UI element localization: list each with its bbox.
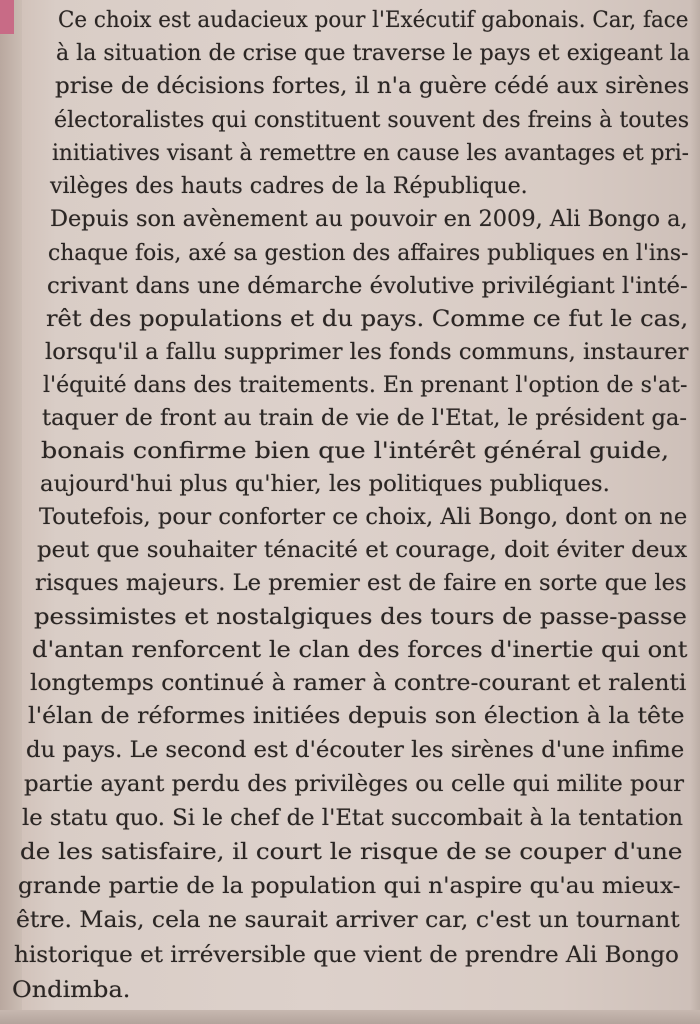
text-line: rêt des populations et du pays. Comme ce fut le cas, (46, 307, 689, 332)
text-line: lorsqu'il a fallu supprimer les fonds communs, instaurer (45, 340, 689, 365)
text-line: grande partie de la population qui n'aspire qu'au mieux- (18, 874, 681, 899)
text-line: initiatives visant à remettre en cause les avantages et pri- (52, 141, 689, 166)
text-line: l'élan de réformes initiées depuis son élection à la tête (28, 704, 685, 729)
text-line: taquer de front au train de vie de l'Etat, le président ga- (42, 406, 688, 431)
text-line: du pays. Le second est d'écouter les sirènes d'une infime (26, 738, 685, 763)
text-line: chaque fois, axé sa gestion des affaires publiques en l'ins- (48, 241, 689, 266)
text-line: Depuis son avènement au pouvoir en 2009, Ali Bongo a, (50, 207, 688, 232)
text-line: le statu quo. Si le chef de l'Etat succombait à la tentation (22, 806, 684, 831)
text-line: bonais confirme bien que l'intérêt général guide, (41, 439, 670, 464)
text-line: Ondimba. (12, 978, 131, 1003)
text-line: vilèges des hauts cadres de la République. (50, 174, 528, 199)
text-line: prise de décisions fortes, il n'a guère cédé aux sirènes (55, 74, 690, 99)
text-line: crivant dans une démarche évolutive privilégiant l'inté- (47, 274, 688, 299)
text-line: Ce choix est audacieux pour l'Exécutif gabonais. Car, face (58, 8, 689, 33)
text-line: risques majeurs. Le premier est de faire en sorte que les (35, 571, 687, 596)
text-line: à la situation de crise que traverse le pays et exigeant la (56, 41, 690, 66)
text-line: pessimistes et nostalgiques des tours de passe-passe (34, 605, 687, 630)
text-line: être. Mais, cela ne saurait arriver car, c'est un tournant (16, 908, 680, 933)
text-line: aujourd'hui plus qu'hier, les politiques publiques. (40, 472, 610, 497)
text-line: de les satisfaire, il court le risque de se couper d'une (20, 840, 683, 865)
text-line: d'antan renforcent le clan des forces d'inertie qui ont (32, 638, 688, 663)
text-line: électoralistes qui constituent souvent des freins à toutes (54, 108, 690, 133)
text-line: Toutefois, pour conforter ce choix, Ali Bongo, dont on ne (39, 505, 688, 530)
text-line: peut que souhaiter ténacité et courage, doit éviter deux (37, 538, 688, 563)
text-line: longtemps continué à ramer à contre-courant et ralenti (30, 671, 687, 696)
text-line: partie ayant perdu des privilèges ou celle qui milite pour (24, 772, 685, 797)
text-line: historique et irréversible que vient de prendre Ali Bongo (14, 943, 679, 968)
text-line: l'équité dans des traitements. En prenant l'option de s'at- (43, 373, 688, 398)
